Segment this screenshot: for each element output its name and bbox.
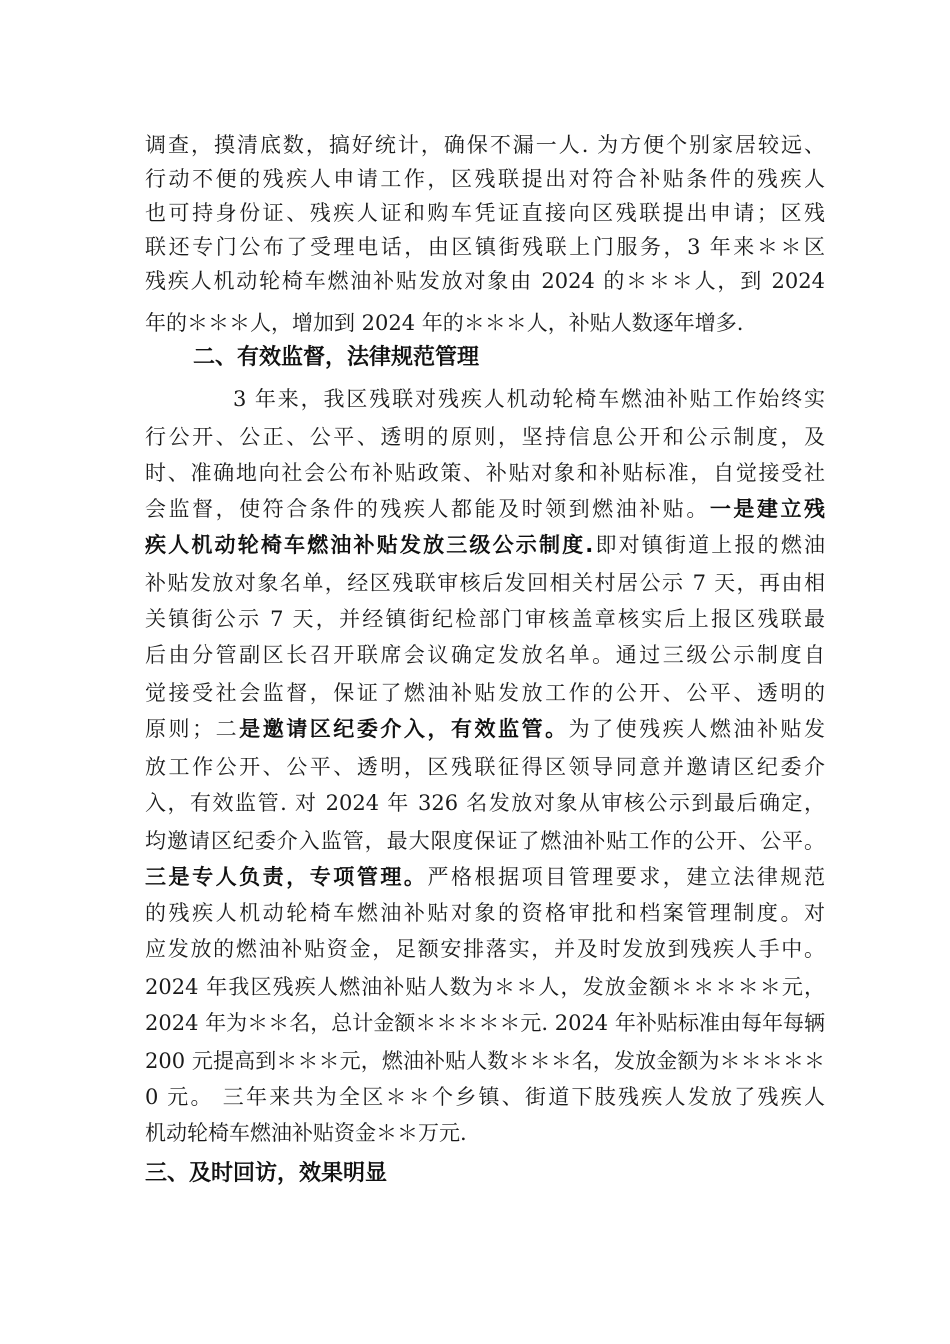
paragraph-line: 也可持身份证、残疾人证和购车凭证直接向区残联提出申请；区残	[145, 201, 825, 225]
emphasis-text: 是邀请区纪委介入，有效监管。	[239, 717, 569, 741]
paragraph-line: 后由分管副区长召开联席会议确定发放名单。通过三级公示制度自	[145, 643, 825, 667]
body-text: 为了使残疾人燃油补贴发	[568, 717, 825, 741]
paragraph-line: 均邀请区纪委介入监管，最大限度保证了燃油补贴工作的公开、公平。	[145, 829, 825, 853]
emphasis-text: 疾人机动轮椅车燃油补贴发放三级公示制度.	[145, 533, 594, 557]
paragraph-line: 2024 年我区残疾人燃油补贴人数为＊＊人，发放金额＊＊＊＊＊元，	[145, 975, 825, 999]
paragraph-line: 联还专门公布了受理电话，由区镇街残联上门服务，3 年来＊＊区	[145, 235, 825, 259]
body-text: 严格根据项目管理要求，建立法律规范	[427, 865, 825, 889]
paragraph-line: 残疾人机动轮椅车燃油补贴发放对象由 2024 的＊＊＊人，到 2024	[145, 269, 825, 293]
paragraph-line: 调查，摸清底数，搞好统计，确保不漏一人. 为方便个别家居较远、	[145, 133, 825, 157]
paragraph-line: 入，有效监管. 对 2024 年 326 名发放对象从审核公示到最后确定，	[145, 791, 825, 815]
paragraph-line: 200 元提高到＊＊＊元，燃油补贴人数＊＊＊名，发放金额为＊＊＊＊＊	[145, 1049, 825, 1073]
paragraph-line: 觉接受社会监督，保证了燃油补贴发放工作的公开、公平、透明的	[145, 681, 825, 705]
emphasis-text: 三是专人负责，专项管理。	[145, 865, 428, 889]
paragraph-line	[145, 528, 825, 562]
paragraph-line: 时、准确地向社会公布补贴政策、补贴对象和补贴标准，自觉接受社	[145, 461, 825, 485]
paragraph-line: 0 元。 三年来共为全区＊＊个乡镇、街道下肢残疾人发放了残疾人	[145, 1085, 825, 1109]
paragraph-line: 关镇街公示 7 天，并经镇街纪检部门审核盖章核实后上报区残联最	[145, 607, 825, 631]
paragraph-line: 2024 年为＊＊名，总计金额＊＊＊＊＊元. 2024 年补贴标准由每年每辆	[145, 1011, 825, 1035]
section-heading-2: 二、有效监督，法律规范管理	[193, 345, 480, 370]
paragraph-line: 机动轮椅车燃油补贴资金＊＊万元.	[145, 1121, 467, 1145]
paragraph-line: 的残疾人机动轮椅车燃油补贴对象的资格审批和档案管理制度。对	[145, 901, 825, 925]
paragraph-line: 年的＊＊＊人，增加到 2024 年的＊＊＊人，补贴人数逐年增多.	[145, 311, 744, 335]
paragraph-line	[145, 492, 825, 526]
section-heading-3: 三、及时回访，效果明显	[145, 1161, 388, 1186]
paragraph-line: 放工作公开、公平、透明，区残联征得区领导同意并邀请区纪委介	[145, 755, 825, 779]
body-text: 会监督，使符合条件的残疾人都能及时领到燃油补贴。	[145, 497, 710, 521]
emphasis-text: 一是建立残	[709, 497, 825, 521]
paragraph-line: 行公开、公正、公平、透明的原则，坚持信息公开和公示制度，及	[145, 425, 825, 449]
paragraph-line	[145, 712, 825, 746]
body-text: 原则；二	[145, 717, 240, 741]
paragraph-line	[145, 860, 825, 894]
paragraph-line: 3 年来，我区残联对残疾人机动轮椅车燃油补贴工作始终实	[233, 387, 825, 411]
paragraph-line: 应发放的燃油补贴资金，足额安排落实，并及时发放到残疾人手中。	[145, 937, 825, 961]
paragraph-line: 补贴发放对象名单，经区残联审核后发回相关村居公示 7 天，再由相	[145, 571, 825, 595]
body-text: 即对镇街道上报的燃油	[593, 533, 825, 557]
paragraph-line: 行动不便的残疾人申请工作，区残联提出对符合补贴条件的残疾人	[145, 167, 825, 191]
